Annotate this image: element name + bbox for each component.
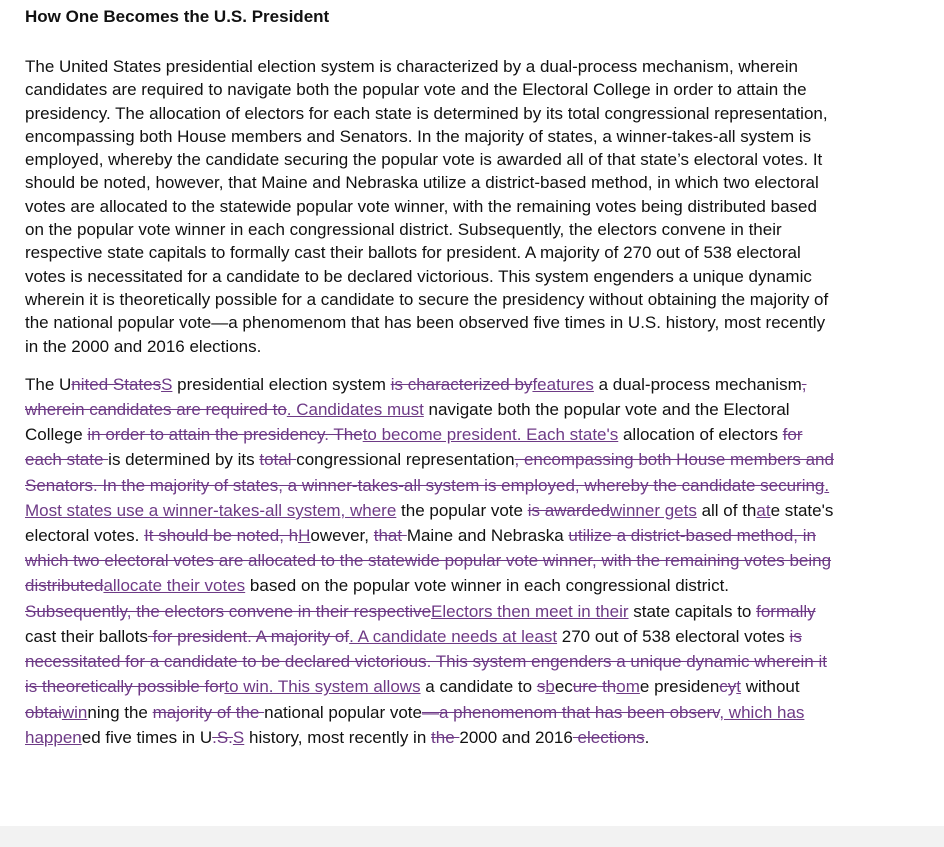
inserted-text: om [616,677,640,697]
inserted-text: . A candidate needs at least [349,626,558,646]
inserted-text: S [232,727,245,747]
inserted-text: at [756,500,771,520]
deleted-text: Subsequently, the electors convene in their respective [25,601,432,621]
inserted-text: allocate their votes [103,576,246,596]
deleted-text: nited States [71,374,162,394]
inserted-text: S [161,374,173,394]
deleted-text: is characterized by [390,374,533,394]
unchanged-text: national popular vote [264,702,422,722]
unchanged-text: allocation of electors [618,425,783,445]
inserted-text: H [298,526,311,546]
deleted-text: cy [719,677,737,697]
inserted-text: features [532,374,594,394]
deleted-text: for president. A majority of [147,626,350,646]
unchanged-text: e state's electoral votes. [25,500,834,546]
inserted-text: winner gets [609,500,697,520]
deleted-text: the [431,727,460,747]
unchanged-text: is determined by its [108,450,260,470]
deleted-text: majority of the [152,702,265,722]
deleted-text: , wherein candidates are required to [25,374,807,420]
deleted-text: , encompassing both House members and Senators. In the majority of states, a winner-takes-all system is employed, whereby the candidate securing [25,450,834,495]
inserted-text: to win. This system allows [224,677,421,697]
unchanged-text: . [644,727,650,747]
unchanged-text: owever, [310,526,374,546]
unchanged-text: ed five times in U [81,727,213,747]
revised-paragraph [25,372,840,750]
unchanged-text: all of th [696,500,757,520]
unchanged-text: cast their ballots [25,626,148,646]
unchanged-text: a dual-process mechanism [593,374,802,394]
unchanged-text: Maine and Nebraska [406,526,569,546]
deleted-text: s [536,677,546,697]
document-body [25,6,840,750]
unchanged-text: history, most recently in [244,727,432,747]
unchanged-text: presidential election system [172,374,391,394]
unchanged-text: ec [554,677,573,697]
inserted-text: b [545,677,555,697]
unchanged-text: a candidate to [420,677,537,697]
inserted-text: to become president. Each state's [362,425,619,445]
deleted-text: —a phenomenom that has been observ [421,702,720,722]
original-paragraph: The United States presidential election system is characterized by a dual-process mechanism, wherein candidates are required to navigate both the popular vote and the Electoral College in order to attain the presidency. The allocation of electors for each state is determined by its total congressional representation, encompassing both House members and Senators. In the majority of states, a winner-takes-all system is employed, whereby the candidate securing the popular vote is awarded all of that state’s electoral votes. It should be noted, however, that Maine and Nebraska utilize a district-based method, in which two electoral votes are allocated to the statewide popular vote winner, with the remaining votes being distributed based on the popular vote winner in each congressional district. Subsequently, the electors convene in their respective state capitals to formally cast their ballots for president. A majority of 270 out of 538 electoral votes is necessitated for a candidate to be declared victorious. This system engenders a unique dynamic wherein it is theoretically possible for a candidate to secure the presidency without obtaining the majority of the national popular vote—a phenomenom that has been observed five times in U.S. history, most recently in the 2000 and 2016 elections. [25,57,829,356]
deleted-text: that [373,526,407,546]
deleted-text: is necessitated for a candidate to be declared victorious. This system engenders a unique dynamic wherein it is theoretically possible for [25,626,827,697]
deleted-text: elections [572,727,645,747]
unchanged-text: e presiden [639,677,720,697]
unchanged-text: navigate both the popular vote and the Electoral College [25,400,790,445]
deleted-text: obtai [25,702,62,722]
unchanged-text: 2000 and 2016 [459,727,573,747]
inserted-text: . Candidates must [286,400,424,420]
unchanged-text: without [741,677,800,697]
document-title: How One Becomes the U.S. President [25,7,330,26]
deleted-text: formally [756,601,816,621]
inserted-text: . Most states use a winner-takes-all system, where [25,475,830,520]
unchanged-text: congressional representation [296,450,515,470]
inserted-text: Electors then meet in their [431,601,629,621]
deleted-text: ure th [572,677,617,697]
deleted-text: utilize a district-based method, in which two electoral votes are allocated to the statewide popular vote winner, with the remaining votes being distributed [25,526,832,596]
deleted-text: in order to attain the presidency. The [87,425,363,445]
deleted-text: is awarded [527,500,610,520]
unchanged-text: The U [25,374,72,394]
deleted-text: total [259,450,297,470]
deleted-text: .S. [212,727,233,747]
unchanged-text: state capitals to [628,601,757,621]
unchanged-text: ning the [87,702,153,722]
unchanged-text: 270 out of 538 electoral votes [557,626,790,646]
unchanged-text: the popular vote [396,500,528,520]
inserted-text: t [736,677,742,697]
deleted-text: for each state [25,425,803,470]
unchanged-text: based on the popular vote winner in each congressional district. [245,576,730,596]
inserted-text: win [61,702,88,722]
inserted-text: , which has happen [25,702,805,747]
deleted-text: It should be noted, h [144,526,299,546]
